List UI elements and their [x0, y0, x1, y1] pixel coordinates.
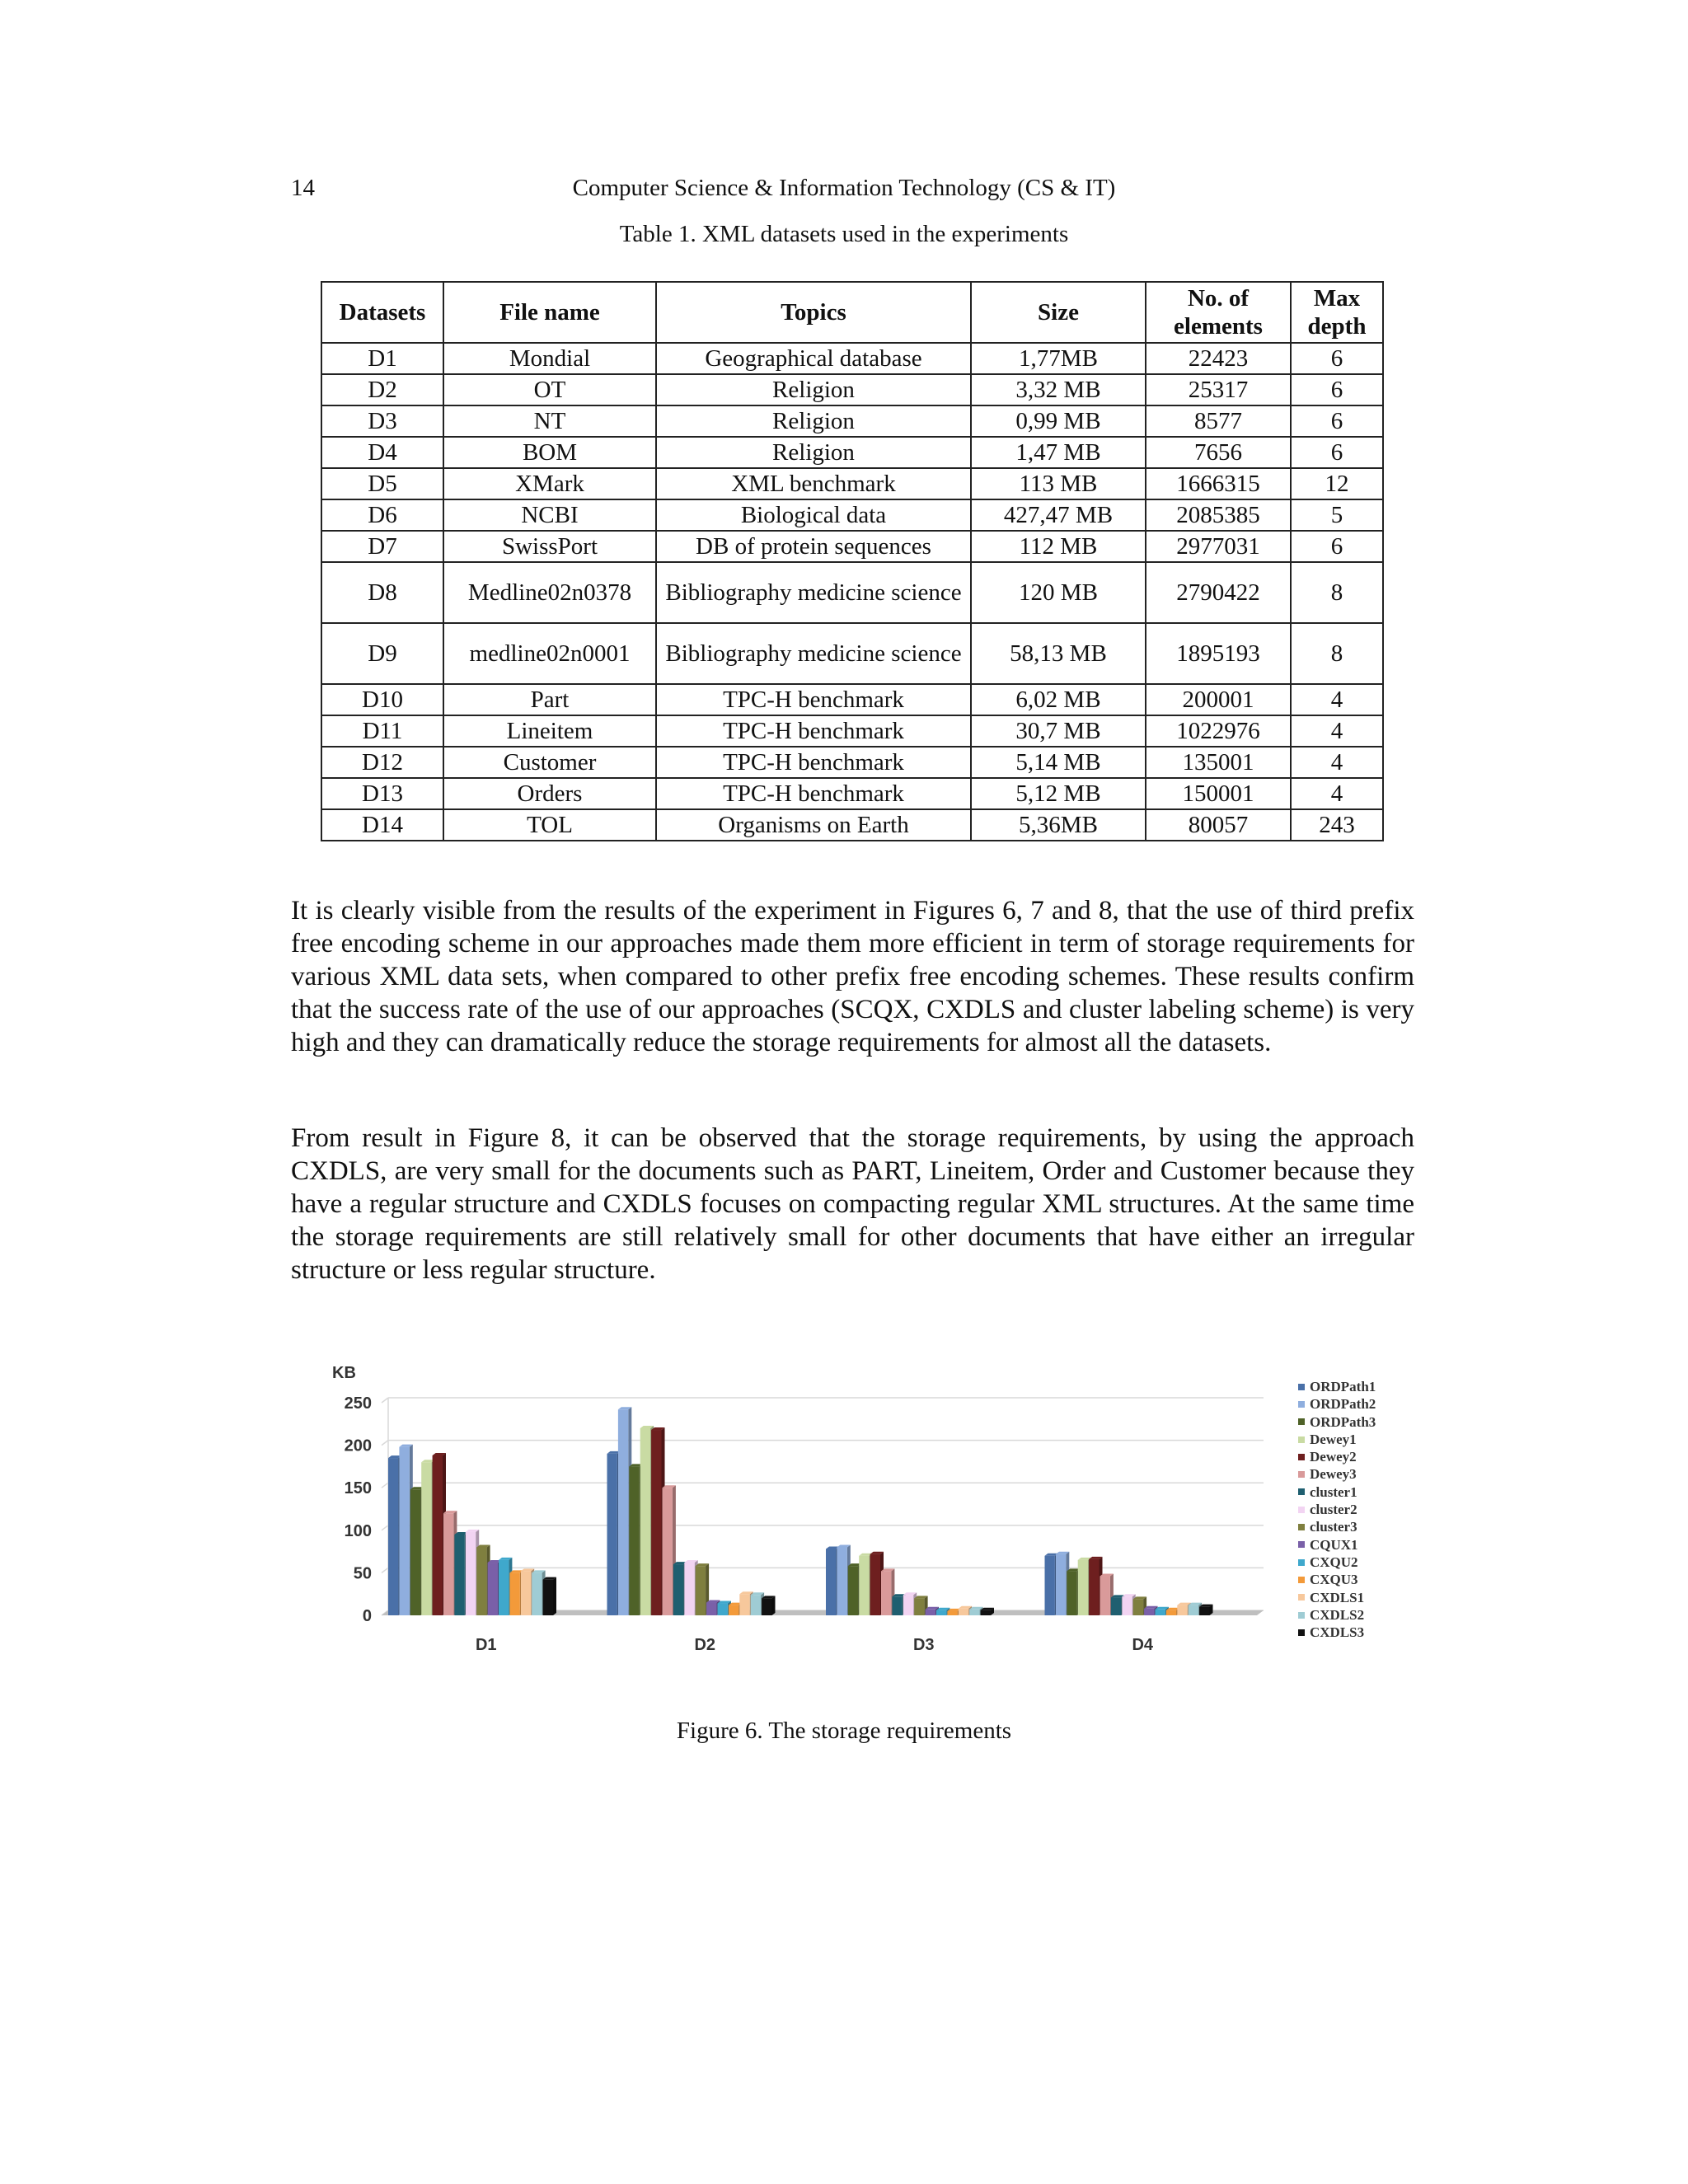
gridline-side: [382, 1568, 388, 1572]
legend-item: [1298, 1501, 1376, 1518]
table-cell: Religion: [656, 405, 971, 437]
table-cell: 112 MB: [971, 531, 1146, 562]
table-cell: TPC-H benchmark: [656, 747, 971, 778]
bar: [421, 1462, 431, 1615]
table-cell: 5,36MB: [971, 809, 1146, 841]
table-cell: 2085385: [1146, 499, 1291, 531]
bar: [399, 1447, 409, 1615]
column-header: Datasets: [321, 282, 443, 343]
paragraph-1: It is clearly visible from the results of the experiment in Figures 6, 7 and 8, that the use of third prefix free encoding scheme in our approaches made them more efficient in term of storage requirements for various XML data sets, when compared to other prefix free encoding schemes. These results confirm that the success rate of the use of our approaches (SCQX, CXDLS and cluster labeling scheme) is very high and they can dramatically reduce the storage requirements for almost all the datasets.: [291, 896, 1414, 1057]
table-row: [321, 374, 1383, 405]
bar: [651, 1430, 661, 1615]
bar: [1144, 1609, 1154, 1615]
bar: [629, 1466, 639, 1615]
bar: [388, 1458, 398, 1615]
bar: [706, 1603, 716, 1615]
bar: [1067, 1571, 1076, 1615]
table-cell: XMark: [443, 468, 656, 499]
bar: [684, 1563, 694, 1615]
table-cell: 0,99 MB: [971, 405, 1146, 437]
table-cell: OT: [443, 374, 656, 405]
table-cell: 6: [1291, 374, 1383, 405]
table-cell: D8: [321, 562, 443, 623]
table-row: [321, 468, 1383, 499]
bar: [762, 1598, 771, 1615]
legend-swatch: [1298, 1507, 1305, 1513]
table-cell: 6: [1291, 405, 1383, 437]
legend-item: [1298, 1571, 1376, 1588]
bar: [936, 1610, 946, 1615]
legend-label: ORDPath1: [1310, 1379, 1376, 1394]
bar: [1189, 1605, 1198, 1615]
table-cell: 6: [1291, 531, 1383, 562]
x-tick-label: D4: [1132, 1636, 1154, 1654]
bar: [1078, 1560, 1088, 1615]
table-row: [321, 623, 1383, 684]
column-header: Size: [971, 282, 1146, 343]
y-tick-label: 200: [344, 1436, 372, 1455]
table-cell: TPC-H benchmark: [656, 778, 971, 809]
page-number: 14: [291, 175, 315, 201]
bar: [640, 1428, 650, 1615]
bar: [454, 1535, 464, 1615]
table-header-row: [321, 282, 1383, 343]
legend-swatch: [1298, 1436, 1305, 1443]
column-header: No. of elements: [1146, 282, 1291, 343]
table-cell: D1: [321, 343, 443, 374]
legend-item: [1298, 1448, 1376, 1465]
table-cell: Geographical database: [656, 343, 971, 374]
legend-label: Dewey2: [1310, 1449, 1357, 1465]
table-cell: Medline02n0378: [443, 562, 656, 623]
table-row: [321, 778, 1383, 809]
table-cell: 4: [1291, 684, 1383, 715]
bar: [903, 1595, 913, 1615]
bar: [488, 1563, 498, 1615]
table-cell: 25317: [1146, 374, 1291, 405]
bar: [607, 1454, 617, 1615]
legend-label: CXDLS2: [1310, 1606, 1365, 1623]
table-cell: 3,32 MB: [971, 374, 1146, 405]
table-cell: Orders: [443, 778, 656, 809]
legend-item: [1298, 1554, 1376, 1571]
legend-item: [1298, 1431, 1376, 1448]
table-cell: 12: [1291, 468, 1383, 499]
table-cell: 1022976: [1146, 715, 1291, 747]
table-cell: Organisms on Earth: [656, 809, 971, 841]
legend-item: [1298, 1624, 1376, 1641]
table-cell: Part: [443, 684, 656, 715]
bar: [1177, 1605, 1187, 1615]
y-tick-label: 50: [353, 1564, 372, 1583]
bar: [859, 1556, 869, 1615]
legend-swatch: [1298, 1559, 1305, 1566]
table-cell: 30,7 MB: [971, 715, 1146, 747]
legend-swatch: [1298, 1629, 1305, 1636]
bar: [1111, 1597, 1121, 1615]
table-cell: Bibliography medicine science: [656, 623, 971, 684]
legend-item: [1298, 1465, 1376, 1483]
bar: [729, 1605, 738, 1615]
table-cell: 4: [1291, 778, 1383, 809]
table-cell: D12: [321, 747, 443, 778]
table-row: [321, 684, 1383, 715]
table-cell: 135001: [1146, 747, 1291, 778]
bar: [1166, 1610, 1176, 1615]
table-cell: 427,47 MB: [971, 499, 1146, 531]
legend-swatch: [1298, 1384, 1305, 1390]
table-cell: 113 MB: [971, 468, 1146, 499]
table-cell: D13: [321, 778, 443, 809]
legend-label: CXDLS1: [1310, 1589, 1365, 1605]
bar: [1045, 1556, 1055, 1615]
table-cell: D6: [321, 499, 443, 531]
bar: [499, 1560, 509, 1615]
table-cell: Customer: [443, 747, 656, 778]
y-tick-label: 100: [344, 1521, 372, 1540]
bar: [947, 1611, 957, 1615]
legend-label: CXQU3: [1310, 1572, 1358, 1588]
legend-label: Dewey1: [1310, 1431, 1357, 1447]
datasets-table: [321, 281, 1384, 841]
bar: [1089, 1559, 1099, 1615]
table-cell: 8: [1291, 562, 1383, 623]
table-cell: DB of protein sequences: [656, 531, 971, 562]
gridline-side: [382, 1398, 388, 1403]
legend-label: cluster1: [1310, 1483, 1357, 1500]
table-cell: 5,12 MB: [971, 778, 1146, 809]
table-cell: TPC-H benchmark: [656, 684, 971, 715]
table-cell: NT: [443, 405, 656, 437]
bar: [981, 1610, 991, 1615]
table-cell: TPC-H benchmark: [656, 715, 971, 747]
bar: [848, 1566, 858, 1615]
legend-swatch: [1298, 1401, 1305, 1408]
table-cell: 4: [1291, 715, 1383, 747]
y-axis-label: KB: [332, 1364, 356, 1382]
legend-label: cluster2: [1310, 1502, 1357, 1518]
table-cell: 150001: [1146, 778, 1291, 809]
bar: [870, 1554, 880, 1615]
table-cell: 200001: [1146, 684, 1291, 715]
table-cell: 22423: [1146, 343, 1291, 374]
legend-label: cluster3: [1310, 1519, 1357, 1535]
paragraph-2: From result in Figure 8, it can be observed that the storage requirements, by using the approach CXDLS, are very small for the documents such as PART, Lineitem, Order and Customer because they have a regular structure and CXDLS focuses on compacting regular XML structures. At the same time the storage requirements are still relatively small for other documents that have either an irregular structure or less regular structure.: [291, 1123, 1414, 1285]
legend-item: [1298, 1518, 1376, 1535]
table-row: [321, 499, 1383, 531]
bar: [892, 1596, 902, 1615]
table-cell: 8: [1291, 623, 1383, 684]
table-cell: XML benchmark: [656, 468, 971, 499]
bar: [926, 1610, 935, 1615]
column-header: Topics: [656, 282, 971, 343]
table-cell: 2790422: [1146, 562, 1291, 623]
table-caption: Table 1. XML datasets used in the experiments: [619, 221, 1069, 247]
chart-legend: [1298, 1378, 1376, 1641]
table-cell: BOM: [443, 437, 656, 468]
table-cell: 7656: [1146, 437, 1291, 468]
bar: [509, 1572, 519, 1615]
table-cell: Religion: [656, 437, 971, 468]
bar: [466, 1532, 476, 1615]
table-cell: D7: [321, 531, 443, 562]
table-cell: 5: [1291, 499, 1383, 531]
y-tick-label: 150: [344, 1479, 372, 1498]
legend-swatch: [1298, 1471, 1305, 1478]
table-cell: TOL: [443, 809, 656, 841]
gridline-side: [382, 1526, 388, 1530]
legend-label: ORDPath3: [1310, 1413, 1376, 1430]
bar: [718, 1604, 728, 1615]
legend-label: CXDLS3: [1310, 1624, 1365, 1641]
storage-chart: [317, 1352, 1422, 1665]
bar: [410, 1489, 420, 1615]
bar: [618, 1409, 628, 1615]
table-cell: NCBI: [443, 499, 656, 531]
legend-item: [1298, 1606, 1376, 1624]
bar: [1122, 1596, 1132, 1615]
table-cell: 4: [1291, 747, 1383, 778]
table-cell: Religion: [656, 374, 971, 405]
table-cell: D11: [321, 715, 443, 747]
legend-item: [1298, 1589, 1376, 1606]
table-cell: D9: [321, 623, 443, 684]
legend-item: [1298, 1378, 1376, 1395]
table-cell: 5,14 MB: [971, 747, 1146, 778]
x-tick-label: D3: [912, 1636, 935, 1654]
bar: [433, 1455, 443, 1615]
table-cell: D14: [321, 809, 443, 841]
table-row: [321, 562, 1383, 623]
y-tick-label: 250: [344, 1394, 372, 1413]
bar: [521, 1571, 531, 1615]
bar-side: [772, 1596, 776, 1615]
table-cell: 2977031: [1146, 531, 1291, 562]
bar: [476, 1547, 486, 1615]
column-header: File name: [443, 282, 656, 343]
table-cell: D5: [321, 468, 443, 499]
table-cell: 1895193: [1146, 623, 1291, 684]
legend-item: [1298, 1536, 1376, 1554]
bar: [1056, 1554, 1066, 1615]
table-cell: 120 MB: [971, 562, 1146, 623]
bar: [1156, 1610, 1165, 1615]
table-cell: D4: [321, 437, 443, 468]
table-cell: Bibliography medicine science: [656, 562, 971, 623]
gridline-side: [382, 1483, 388, 1488]
bar-side: [553, 1577, 556, 1615]
legend-item: [1298, 1395, 1376, 1413]
table-cell: D2: [321, 374, 443, 405]
bar: [1100, 1577, 1110, 1615]
legend-swatch: [1298, 1454, 1305, 1460]
bar: [826, 1549, 836, 1615]
table-cell: Lineitem: [443, 715, 656, 747]
bar: [739, 1594, 749, 1615]
table-row: [321, 809, 1383, 841]
table-cell: 8577: [1146, 405, 1291, 437]
legend-swatch: [1298, 1577, 1305, 1583]
table-cell: D3: [321, 405, 443, 437]
legend-item: [1298, 1483, 1376, 1501]
table-cell: 1666315: [1146, 468, 1291, 499]
legend-label: CXQU2: [1310, 1554, 1358, 1570]
table-cell: 1,77MB: [971, 343, 1146, 374]
legend-item: [1298, 1413, 1376, 1431]
legend-swatch: [1298, 1612, 1305, 1619]
bar: [696, 1566, 706, 1615]
bar: [443, 1513, 453, 1615]
table-cell: Biological data: [656, 499, 971, 531]
legend-label: CQUX1: [1310, 1536, 1358, 1553]
legend-label: ORDPath2: [1310, 1396, 1376, 1413]
table-row: [321, 747, 1383, 778]
table-cell: 6: [1291, 343, 1383, 374]
table-cell: 58,13 MB: [971, 623, 1146, 684]
table-row: [321, 715, 1383, 747]
bar: [663, 1488, 673, 1615]
table-cell: SwissPort: [443, 531, 656, 562]
bar: [543, 1580, 553, 1615]
table-cell: Mondial: [443, 343, 656, 374]
bar: [914, 1598, 924, 1615]
bar: [1199, 1607, 1209, 1615]
column-header: Max depth: [1291, 282, 1383, 343]
table-cell: 243: [1291, 809, 1383, 841]
table-cell: medline02n0001: [443, 623, 656, 684]
gridline-side: [382, 1441, 388, 1446]
bar: [751, 1595, 761, 1615]
legend-swatch: [1298, 1541, 1305, 1548]
legend-swatch: [1298, 1594, 1305, 1601]
table-cell: D10: [321, 684, 443, 715]
table-cell: 80057: [1146, 809, 1291, 841]
table-row: [321, 531, 1383, 562]
y-tick-label: 0: [362, 1607, 372, 1625]
x-tick-label: D1: [475, 1636, 497, 1654]
bar: [837, 1547, 846, 1615]
bar: [959, 1609, 968, 1615]
bar: [532, 1572, 542, 1615]
table-cell: 1,47 MB: [971, 437, 1146, 468]
x-tick-label: D2: [694, 1636, 716, 1654]
table-row: [321, 343, 1383, 374]
legend-swatch: [1298, 1524, 1305, 1530]
table-row: [321, 405, 1383, 437]
table-row: [321, 437, 1383, 468]
bar: [881, 1571, 891, 1615]
running-header: Computer Science & Information Technology (CS & IT): [572, 175, 1116, 201]
figure-caption: Figure 6. The storage requirements: [676, 1718, 1012, 1744]
chart-canvas: [317, 1352, 1422, 1665]
legend-swatch: [1298, 1488, 1305, 1495]
bar: [969, 1610, 979, 1615]
legend-swatch: [1298, 1418, 1305, 1425]
bar: [1133, 1599, 1143, 1615]
table-cell: 6,02 MB: [971, 684, 1146, 715]
legend-label: Dewey3: [1310, 1466, 1357, 1483]
table-cell: 6: [1291, 437, 1383, 468]
bar: [673, 1564, 683, 1615]
